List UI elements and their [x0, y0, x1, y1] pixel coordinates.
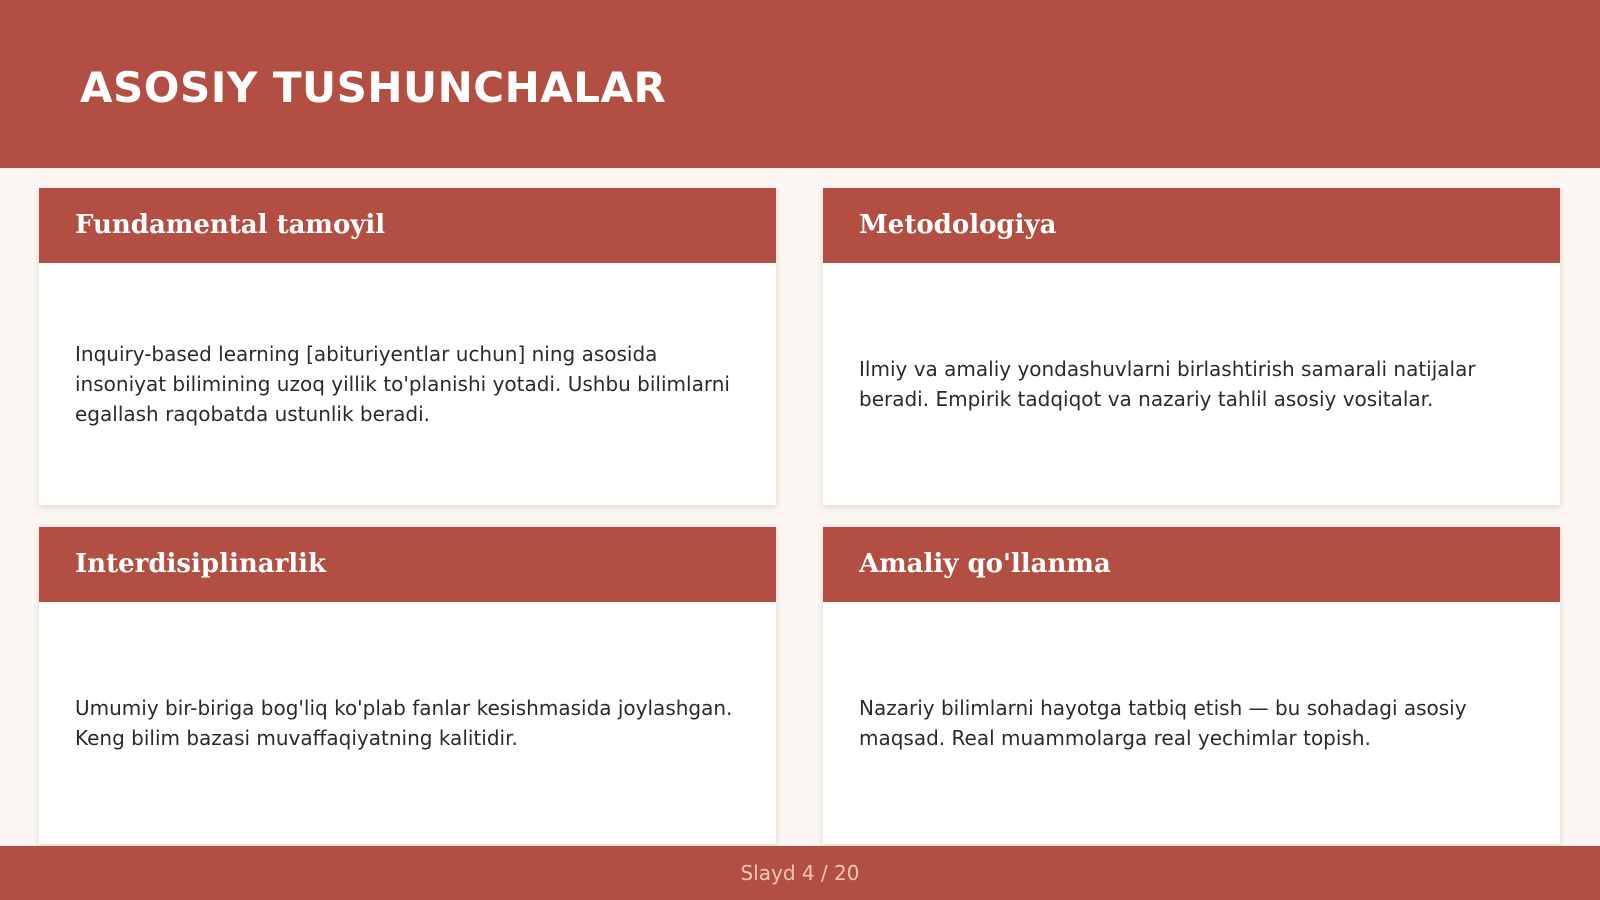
card-title: Amaliy qo'llanma	[859, 549, 1111, 579]
card-header	[39, 527, 776, 602]
card-body	[75, 263, 740, 505]
card-text: Umumiy bir-biriga bog'liq ko'plab fanlar kesishmasida joylashgan. Keng bilim bazasi muvaffaqiyatning kalitidir.	[75, 696, 733, 750]
card-text: Nazariy bilimlarni hayotga tatbiq etish — bu sohadagi asosiy maqsad. Real muammolarga real yechimlar topish.	[859, 696, 1467, 750]
card-fundamental-tamoyil	[39, 188, 776, 505]
card-title: Metodologiya	[859, 210, 1057, 240]
card-header	[823, 527, 1560, 602]
slide-header	[0, 0, 1600, 168]
page-title: ASOSIY TUSHUNCHALAR	[80, 63, 667, 112]
card-metodologiya	[823, 188, 1560, 505]
card-body	[859, 263, 1524, 505]
card-title: Interdisiplinarlik	[75, 549, 327, 579]
card-title: Fundamental tamoyil	[75, 210, 386, 240]
card-interdisiplinarlik	[39, 527, 776, 844]
card-amaliy-qollanma	[823, 527, 1560, 844]
card-body	[859, 602, 1524, 844]
card-text: Ilmiy va amaliy yondashuvlarni birlashtirish samarali natijalar beradi. Empirik tadqiqot va nazariy tahlil asosiy vositalar.	[859, 357, 1476, 411]
card-header	[823, 188, 1560, 263]
card-header	[39, 188, 776, 263]
card-body	[75, 602, 740, 844]
card-text: Inquiry-based learning [abituriyentlar uchun] ning asosida insoniyat bilimining uzoq yillik to'planishi yotadi. Ushbu bilimlarni egallash raqobatda ustunlik beradi.	[75, 342, 730, 426]
slide-counter: Slayd 4 / 20	[740, 861, 860, 885]
slide-footer	[0, 846, 1600, 900]
